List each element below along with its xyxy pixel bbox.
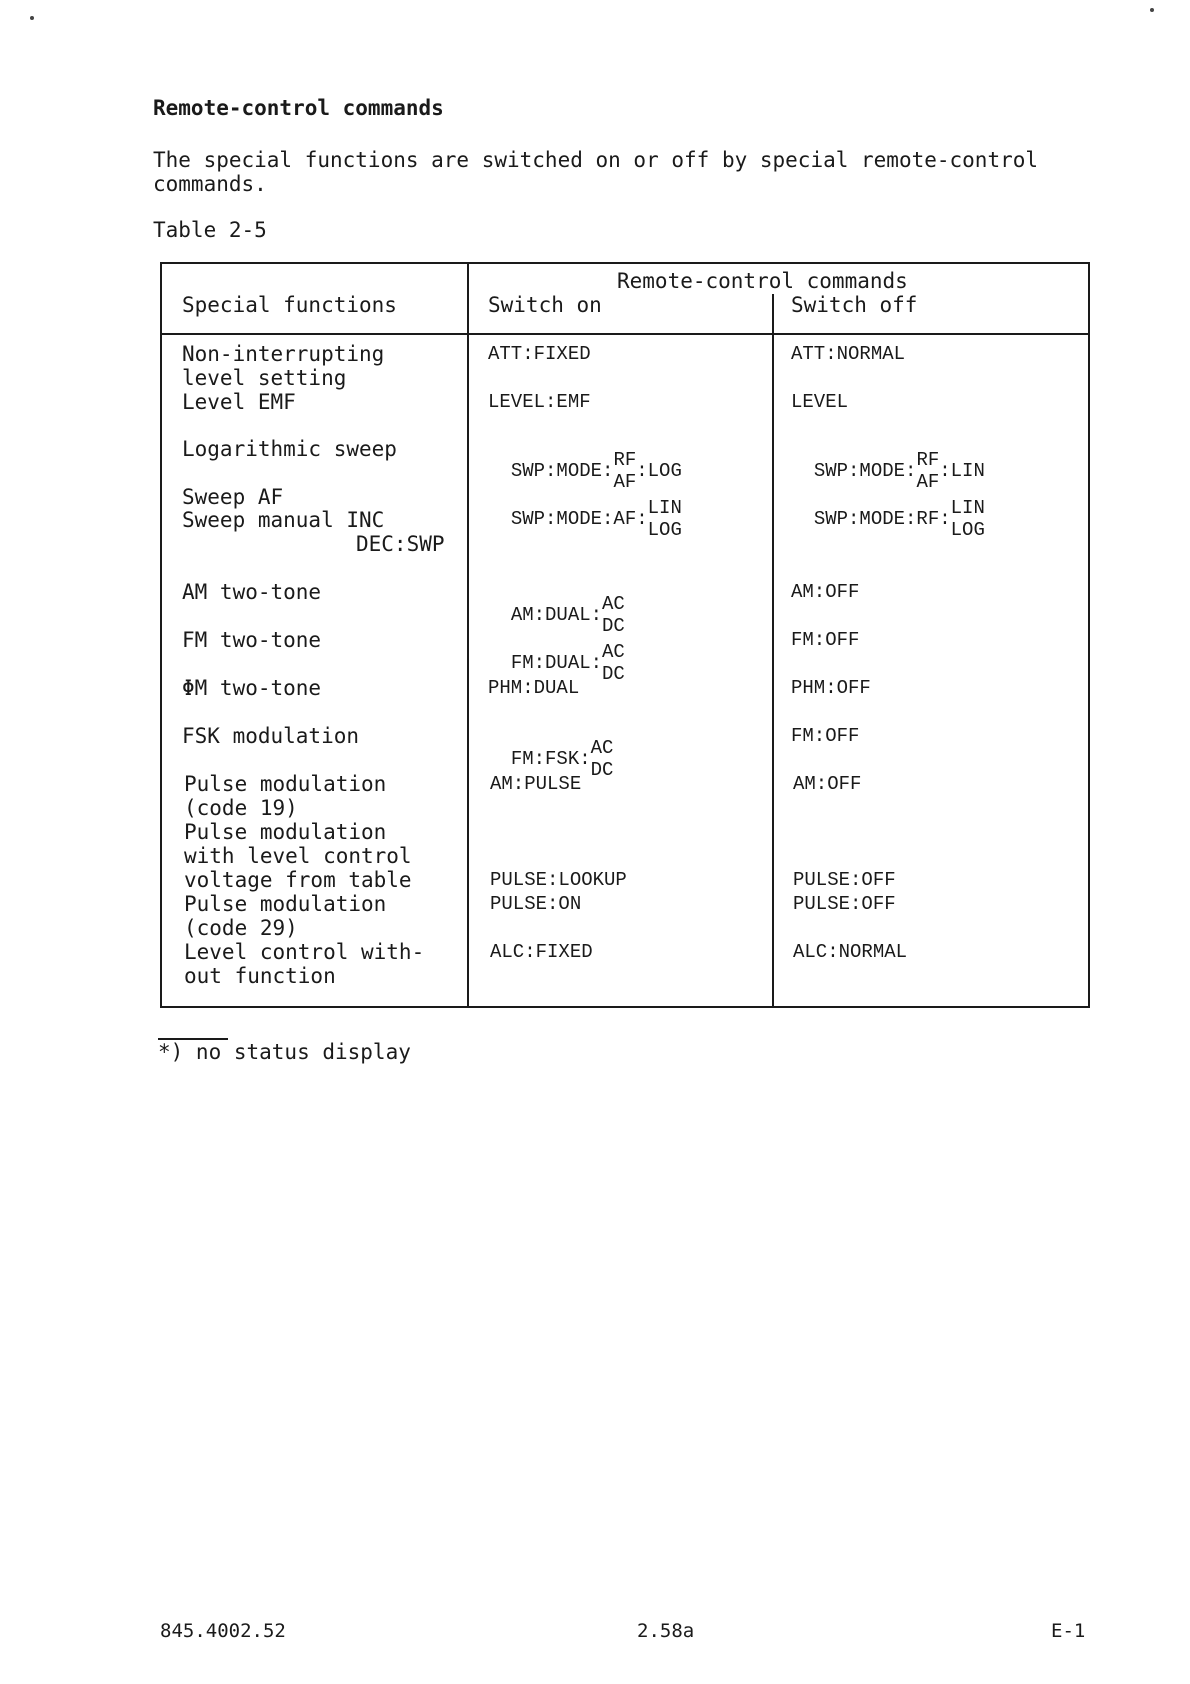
row-fn-phm-two-tone: ΦM two-tone bbox=[182, 676, 322, 700]
cmd-option-stack: RF AF bbox=[613, 449, 637, 493]
row-on-pulse-lookup: PULSE:LOOKUP bbox=[490, 869, 627, 891]
row-off-pulse-off: PULSE:OFF bbox=[793, 869, 896, 891]
table-label: Table 2-5 bbox=[153, 218, 267, 242]
table-header-rule bbox=[160, 333, 1090, 335]
row-fn-sweep-manual: Sweep manual INC bbox=[182, 508, 385, 532]
header-special-functions: Special functions bbox=[182, 293, 397, 317]
cmd-prefix: SWP:MODE:RF: bbox=[813, 508, 951, 531]
cmd-suffix: :LIN bbox=[939, 460, 985, 483]
row-fn-non-interrupting: Non-interrupting level setting bbox=[182, 342, 385, 390]
row-fn-sweep-manual-dec: DEC:SWP bbox=[356, 532, 445, 556]
row-fn-fsk: FSK modulation bbox=[182, 724, 360, 748]
cmd-suffix: :LOG bbox=[636, 460, 682, 483]
cmd-option-stack: AC DC bbox=[590, 737, 614, 781]
cmd-prefix: FM:DUAL: bbox=[510, 652, 603, 675]
row-on-am-pulse: AM:PULSE bbox=[490, 773, 582, 795]
cmd-prefix: SWP:MODE: bbox=[510, 460, 614, 483]
row-on-alc-fixed: ALC:FIXED bbox=[490, 941, 593, 963]
footer-date: 2.58a bbox=[637, 1620, 695, 1642]
header-switch-off: Switch off bbox=[791, 293, 918, 317]
row-off-fm-off: FM:OFF bbox=[791, 629, 860, 651]
scan-speck bbox=[30, 16, 34, 20]
row-off-alc-normal: ALC:NORMAL bbox=[793, 941, 908, 963]
row-on-fm-dual bbox=[488, 617, 625, 685]
row-fn-pulse-29: Pulse modulation (code 29) bbox=[184, 892, 387, 940]
row-on-fm-fsk bbox=[488, 713, 613, 781]
row-off-am-off-2: AM:OFF bbox=[793, 773, 862, 795]
row-fn-level-emf: Level EMF bbox=[182, 390, 296, 414]
row-on-level-emf: LEVEL:EMF bbox=[488, 391, 591, 413]
row-fn-sweep-af: Sweep AF bbox=[182, 485, 284, 509]
row-off-att-normal: ATT:NORMAL bbox=[791, 343, 906, 365]
row-off-am-off: AM:OFF bbox=[791, 581, 860, 603]
row-off-pulse-off-2: PULSE:OFF bbox=[793, 893, 896, 915]
footer-doc-number: 845.4002.52 bbox=[160, 1620, 286, 1642]
row-fn-pulse-19: Pulse modulation (code 19) bbox=[184, 772, 387, 820]
cmd-option-stack: LIN LOG bbox=[647, 497, 682, 541]
row-on-phm-dual: PHM:DUAL bbox=[488, 677, 580, 699]
cmd-option-stack: LIN LOG bbox=[950, 497, 985, 541]
row-fn-log-sweep: Logarithmic sweep bbox=[182, 437, 397, 461]
row-off-fm-off-2: FM:OFF bbox=[791, 725, 860, 747]
header-switch-on: Switch on bbox=[488, 293, 602, 317]
header-group-commands: Remote-control commands bbox=[617, 269, 908, 293]
cmd-option-stack: AC DC bbox=[602, 593, 625, 637]
row-on-att-fixed: ATT:FIXED bbox=[488, 343, 591, 365]
row-on-pulse-on: PULSE:ON bbox=[490, 893, 582, 915]
row-fn-fm-two-tone: FM two-tone bbox=[182, 628, 322, 652]
footer-page: E-1 bbox=[1051, 1620, 1086, 1642]
row-fn-pulse-table: Pulse modulation with level control voltage from table bbox=[184, 820, 412, 892]
row-on-swp-af bbox=[488, 473, 682, 541]
row-fn-am-two-tone: AM two-tone bbox=[182, 580, 322, 604]
table-divider-col2 bbox=[772, 294, 774, 1008]
intro-paragraph: The special functions are switched on or off by special remote-control commands. bbox=[153, 148, 1039, 196]
row-off-level: LEVEL bbox=[791, 391, 849, 413]
row-fn-level-control: Level control with- out function bbox=[184, 940, 425, 988]
footnote: *) no status display bbox=[158, 1040, 411, 1064]
cmd-option-stack: AC DC bbox=[602, 641, 625, 685]
cmd-option-stack: RF AF bbox=[916, 449, 940, 493]
row-off-swp-rf bbox=[791, 473, 985, 541]
table-divider-col1 bbox=[467, 262, 469, 1008]
cmd-prefix: AM:DUAL: bbox=[510, 604, 603, 627]
section-heading: Remote-control commands bbox=[153, 96, 444, 120]
cmd-prefix: FM:FSK: bbox=[510, 748, 591, 771]
row-off-phm-off: PHM:OFF bbox=[791, 677, 871, 699]
cmd-prefix: SWP:MODE:AF: bbox=[510, 508, 648, 531]
scan-speck bbox=[1150, 8, 1154, 12]
cmd-prefix: SWP:MODE: bbox=[813, 460, 917, 483]
